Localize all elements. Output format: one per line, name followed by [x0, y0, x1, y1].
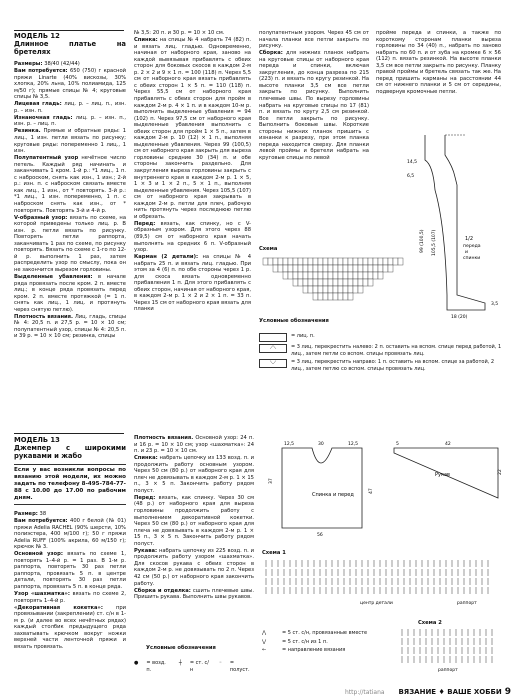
schema1-title: Схема 1: [262, 550, 286, 556]
m12c2-paragraph: Карман (2 детали): на спицы № 4 набрать 25 п. и вязать лиц. гладью. При этом за 4 (6) п. по обе стороны через 1 р. для скоса вязать одновременно прибавления 1 п. Для этого прибавлять с обеих сторон, начиная от наборного края, в каждом 2-м р. 1 × 2 и 2 × 1 п. = 33 п. Через 15 см от наборного края вязать для планки: [134, 254, 251, 313]
chart-cell: [393, 258, 398, 265]
svg-text:18 (20): 18 (20): [451, 315, 468, 320]
chart-cell: [278, 265, 283, 272]
chart-cell: [313, 293, 318, 300]
chart-cell: [303, 258, 308, 265]
chart-cell: [333, 272, 338, 279]
svg-text:раппорт: раппорт: [438, 668, 458, 673]
chart-cell: [353, 286, 358, 293]
chart-cell: [338, 258, 343, 265]
chart-cell: [288, 265, 293, 272]
model12-column-4: [376, 30, 501, 96]
chart-cell: [368, 265, 373, 272]
chain-symbol: ●: [134, 660, 139, 666]
chart-cell: [283, 258, 288, 265]
chart-cell: [323, 272, 328, 279]
m12c1-paragraph: Размеры: 38/40 (42/44): [14, 61, 80, 67]
svg-text:Рукав: Рукав: [435, 472, 451, 478]
chart-cell: [283, 265, 288, 272]
svg-text:37: 37: [269, 478, 274, 484]
model13-subtitle: Джемпер с широкими рукавами и жабо: [14, 444, 126, 460]
chart-cell: [373, 258, 378, 265]
chart-cell: [358, 272, 363, 279]
chart-cell: [328, 279, 333, 286]
m13c1-paragraph: Основной узор: вязать по схеме 1, повторять 1–4-й р. = 1 раз. В 1-м р. раппорта, повторять 30 раз петли раппорта, провязать 5 п. в центре детали, повторять 30 раз петли раппорта, провязать 5 п. в конце ряда.: [14, 551, 126, 591]
svg-text:12,5: 12,5: [348, 442, 359, 447]
m13c1-paragraph: Вам потребуется: 400 г белой (№ 01) пряжи Adelia RACHEL (90% шерсти, 10% полиэстера, 400 м/100 г); 50 г пряжи Adelia RUFF (100% акрила, 60 м/150 г); крючок № 3.: [14, 518, 126, 551]
chart-cell: [303, 279, 308, 286]
model12-column-3: [259, 30, 369, 162]
crochet-chart-2: [398, 625, 504, 673]
m12c3-paragraph: полупатентным узором. Через 45 см от начала планки все петли закрыть по рисунку.: [259, 30, 369, 50]
chart-cell: [338, 265, 343, 272]
section-rule: [14, 433, 124, 434]
chart-cell: [348, 279, 353, 286]
schema2-title: Схема 2: [418, 620, 442, 626]
chart-cell: [323, 279, 328, 286]
chart-cell: [318, 258, 323, 265]
svg-text:спинки: спинки: [463, 256, 481, 261]
chart-cell: [328, 272, 333, 279]
chart-cell: [308, 279, 313, 286]
chart-cell: [378, 265, 383, 272]
svg-text:105,5 (107): 105,5 (107): [432, 229, 437, 256]
chart-cell: [348, 265, 353, 272]
svg-text:30: 30: [318, 442, 324, 447]
knit-symbol: [259, 333, 287, 342]
chart-cell: [313, 258, 318, 265]
arrow-icon: ←: [262, 647, 267, 653]
m12c1-paragraph: Плотность вязания. Лиц. гладь, спицы № 4: 20,5 п. и 27,5 р. = 10 × 10 см; полупатентный узор, спицы № 4: 20,5 п. и 39 р. = 10 × 10 см; резинка, спицы: [14, 313, 126, 340]
chart-cell: [343, 293, 348, 300]
chart-cell: [348, 293, 353, 300]
model13-legend: ● = возд. п. ┼ = ст. с/н ◦ = полуст.: [134, 660, 250, 673]
chart-cell: [383, 258, 388, 265]
chart-cell: [298, 272, 303, 279]
chart-cell: [288, 272, 293, 279]
chart-cell: [328, 286, 333, 293]
chart-cell: [353, 279, 358, 286]
chart-cell: [293, 272, 298, 279]
chart-cell: [363, 279, 368, 286]
m13c2-paragraph: Спинка: набрать цепочку из 133 возд. п. и продолжить работу основным узором. Через 50 см (80 р.) от наборного края для плеч не довязывать в каждом 2-м р. 1 × 15 п., 3 × 5 п. Закончить работу рядом полуст.: [134, 455, 254, 494]
chart-cell: [338, 293, 343, 300]
chart-cell: [318, 272, 323, 279]
m12c1-paragraph: Изнаночная гладь: лиц. р. – изн. п., изн. р. – лиц. п.: [14, 114, 126, 128]
slip-symbol: ◦: [218, 660, 222, 666]
chart-cell: [368, 258, 373, 265]
chart-cell: [318, 279, 323, 286]
chart-cell: [333, 258, 338, 265]
chart-cell: [318, 293, 323, 300]
chart-cell: [308, 265, 313, 272]
v-pattern-chart: [259, 256, 407, 306]
m13c1-paragraph: Узор «шахматка»: вязать по схеме 2, повторять 1–4-й р.: [14, 591, 127, 604]
svg-text:раппорт: раппорт: [457, 601, 477, 606]
chart-cell: [298, 279, 303, 286]
chart-cell: [263, 258, 268, 265]
chart-cell: [318, 265, 323, 272]
chart-cell: [378, 272, 383, 279]
chart-cell: [293, 279, 298, 286]
dc-fan-symbol: ⋁: [262, 638, 267, 645]
watermark-url: http://tatiana: [345, 689, 385, 696]
chart-cell: [338, 272, 343, 279]
chart-cell: [368, 272, 373, 279]
model12-title: МОДЕЛЬ 12: [14, 32, 60, 40]
model13-legend-2: ⋀ = 5 ст. с/н, провязанные вместе ⋁ = 5 ст. с/н из 1 п. ← = направление вязания: [262, 630, 368, 653]
legend-cross-left: ⟋⟍ = 3 лиц. перекрестить налево: 2 п. оставить на вспом. спице перед работой, 1 лиц., затем петли со вспом. спицы провязать лиц.: [259, 344, 504, 357]
chart-cell: [338, 286, 343, 293]
chart-cell: [313, 286, 318, 293]
chart-cell: [298, 265, 303, 272]
chart-cell: [348, 286, 353, 293]
m13c2-paragraph: Рукава: набрать цепочку из 225 возд. п. и продолжить работу узором «шахматка». Для скосов рукава с обеих сторон в каждом 2-м р. не довязывать по 2 п. Через 42 см (50 р.) от наборного края закончить работу.: [134, 547, 254, 587]
model13-column-1: [14, 436, 126, 651]
chart-cell: [398, 258, 403, 265]
chart-cell: [313, 265, 318, 272]
m13c2-paragraph: Плотность вязания. Основной узор: 24 п. и 16 р. = 10 × 10 см; узор «шахматка»: 24 п. и 23 р. = 10 × 10 см.: [134, 435, 254, 455]
chart-cell: [358, 286, 363, 293]
svg-text:центр детали: центр детали: [360, 601, 393, 606]
page-footer: ВЯЗАНИЕ ♦ ВАШЕ ХОББИ 9: [398, 687, 511, 697]
cross-right-symbol: ⟍⟋: [259, 359, 287, 368]
sleeve-schematic: [390, 438, 505, 508]
chart-cell: [358, 265, 363, 272]
chart-cell: [383, 265, 388, 272]
model12-subtitle: Длинное платье на бретелях: [14, 40, 126, 56]
chart-cell: [388, 258, 393, 265]
chart-cell: [323, 258, 328, 265]
legend-title: Условные обозначения: [259, 318, 329, 324]
chart-cell: [378, 258, 383, 265]
chart-cell: [333, 279, 338, 286]
chart-cell: [388, 265, 393, 272]
chart-cell: [363, 265, 368, 272]
svg-text:22: 22: [498, 469, 503, 475]
chart-cell: [268, 258, 273, 265]
chart-cell: [363, 258, 368, 265]
dc-together-symbol: ⋀: [262, 630, 267, 636]
chart-cell: [313, 279, 318, 286]
schema-title: Схема: [259, 246, 278, 252]
chart-cell: [363, 272, 368, 279]
m13c2-paragraph: Сборка и отделка: сшить плечевые швы. Пришить рукава. Выполнить швы рукавов.: [134, 587, 254, 601]
m12c4-paragraph: пройме переда и спинки, а также по короткому сторонам планки выреза горловины по 34 (40) п., набрать по заново набрать по 60 п. и от зуба на кромке 6 × 56 (112) п. вязать резинкой. На высоте планки 3,5 см все петли закрыть по рисунку. Планку правой проймы и бретель связать так же. На перед пришить карманы на расстоянии 44 см от нижнего планки и 5 см от середины, подвернув кромочные петли.: [376, 30, 501, 95]
m12c1-paragraph: V-образный узор: вязать по схеме, на которой приведены только лиц. р. В изн. р. петли вязать по рисунку. Повторять петли раппорта, заканчивать 1 раз по схеме, по рисунку повторять. Вязать по схеме с 1-го по 12-й р. выполнить 1 раз, затем распределить узор по смыслу, пока он не закончится вырезом горловины.: [14, 214, 126, 273]
svg-text:14,5: 14,5: [407, 160, 418, 165]
chart-cell: [308, 272, 313, 279]
chart-cell: [308, 258, 313, 265]
dc-symbol: ┼: [178, 660, 182, 666]
chart-cell: [343, 272, 348, 279]
cross-left-symbol: ⟋⟍: [259, 344, 287, 353]
chart-cell: [303, 286, 308, 293]
svg-text:99 (100,5): 99 (100,5): [420, 229, 425, 253]
m12c1-paragraph: Резинка. Прямые и обратные ряды: 1 лиц., 1 изн. петли вязать по рисунку; круговые ряды: попеременно 1 лиц., 1 изн.: [14, 128, 126, 155]
dress-schematic: [405, 125, 505, 325]
legend-cross-right: ⟍⟋ = 3 лиц. перекрестить направо: 1 п. оставить на вспом. спице за работой, 2 лиц., затем петлю со вспом. спицы провязать лиц.: [259, 359, 504, 372]
model12-legend: [259, 333, 504, 374]
chart-cell: [353, 265, 358, 272]
chart-cell: [303, 272, 308, 279]
chart-cell: [273, 258, 278, 265]
chart-cell: [373, 265, 378, 272]
chart-cell: [328, 293, 333, 300]
chart-cell: [343, 258, 348, 265]
chart-cell: [343, 265, 348, 272]
model13-legend-title: Условные обозначения: [146, 645, 216, 651]
chart-cell: [353, 272, 358, 279]
m13c1-paragraph: «Декоративная кокетка»: при провязывании (закреплении) ст. с/н в 1-м р. (и далее во всех нечётных рядах) каждый столбик предыдущего ряда захватывать крючком вокруг ножки верхней части ленточной пряжи и вязать провязать.: [14, 604, 126, 650]
m12c3-paragraph: Сборка: для нижних планок набрать на круговые спицы от наборного края переда и спинки, включая закругления, до конца разреза по 215 (223) п. и вязать по кругу резинкой. На высоте планки 3,5 см все петли закрыть по рисунку. Выполнить плечевые швы. По вырезу горловины набрать на круговые спицы по 17 (81) п. и вязать по кругу 2,5 см резинкой. Все петли закрыть по рисунку. Выполнить боковые швы. Короткие стороны нижних планок пришить с изнанки к разрезу, при этом планка переда находится сверху. Для планки левой проймы и бретели набрать на круговые спицы по левой: [259, 50, 369, 161]
chart-cell: [338, 279, 343, 286]
chart-cell: [273, 265, 278, 272]
chart-cell: [343, 279, 348, 286]
chart-cell: [333, 265, 338, 272]
svg-text:12,5: 12,5: [284, 442, 295, 447]
chart-cell: [328, 258, 333, 265]
chart-cell: [323, 293, 328, 300]
chart-cell: [298, 258, 303, 265]
svg-text:5: 5: [396, 442, 399, 447]
chart-cell: [348, 258, 353, 265]
chart-cell: [343, 286, 348, 293]
m12c2-paragraph: Перед: вязать, как спинку, но с V-образным узором. Для этого через 88 (89,5) см от наборного края начать выполнять на средних 6 п. V-образный узор.: [134, 220, 251, 254]
chart-cell: [308, 286, 313, 293]
chart-cell: [303, 265, 308, 272]
chart-cell: [358, 258, 363, 265]
jumper-schematic: [262, 438, 382, 538]
chart-cell: [358, 279, 363, 286]
chart-cell: [288, 258, 293, 265]
model13-column-2: [134, 435, 254, 601]
chart-cell: [353, 258, 358, 265]
page-number: 9: [504, 687, 511, 697]
crochet-chart-1: [262, 556, 504, 606]
chart-cell: [348, 272, 353, 279]
m12c1-paragraph: Полупатентный узор нечётное число петель. Каждый ряд начинать и заканчивать 1 кром. 1-й р.: *1 лиц., 1 п. с наброском, снять как изн., 1 изн.; 2-й р.: изн. п. с наброском связать вместе как лиц., 1 изн., от * повторять. 3-й р.: *1 лиц., 1 изн. попеременно, 1 п. с наброском снять как изн., от * повторять. Повторять 3-й и 4-й р.: [14, 155, 126, 214]
chart-cell: [328, 265, 333, 272]
svg-text:56: 56: [317, 533, 323, 538]
svg-text:переда: переда: [463, 244, 481, 249]
svg-text:47: 47: [369, 488, 374, 494]
svg-text:42: 42: [445, 442, 451, 447]
m12c1-paragraph: Лицевая гладь: лиц. р. – лиц. п., изн. р. – изн. п.: [14, 101, 126, 114]
m12c1-paragraph: Выделенные убавления: в начале ряда провязать после кром. 2 п. вместе лиц.; в конце ряда провязать перед кром. 2 п. вместе протяжкой (= 1 п. снять как лиц., 1 лиц. и протянуть через снятую петлю).: [14, 274, 126, 313]
legend-knit: = лиц. п.: [259, 333, 504, 342]
pattern-label: 1/2: [465, 236, 474, 242]
chart-cell: [283, 272, 288, 279]
svg-text:6,5: 6,5: [407, 174, 415, 179]
m13c1-paragraph: Размер: 38: [14, 511, 47, 517]
model12-column-2: [134, 30, 251, 314]
svg-text:и: и: [465, 250, 468, 255]
chart-cell: [323, 286, 328, 293]
chart-cell: [293, 265, 298, 272]
chart-cell: [333, 286, 338, 293]
m12c1-paragraph: Вам потребуется: 650 (750) г красной пряжи Linarte (40% вискозы, 30% хлопка, 20% льна, 10% полиамида, 125 м/50 г); прямые спицы № 4; круговые спицы № 3,5.: [14, 68, 126, 101]
chart-cell: [313, 272, 318, 279]
chart-cell: [368, 279, 373, 286]
m12c2-paragraph: Спинка: на спицы № 4 набрать 74 (82) п. и вязать лиц. гладью. Одновременно, начиная от наборного края, заново на каждой вывязывая прибавлять с обеих сторон для боковых скосов в каждом 2-м р. 2 × 2 и 9 × 1 п. = 100 (118) п. Через 5,5 см от наборного края вязать прибавлять с обеих сторон 1 × 5 п. = 110 (118) п. Через 55,5 см от наборного края прибавлять с обеих сторон для пройм в каждом 2-м р. 4 × 1 п. и в каждом 10-м р. выполнить выделенные убавления = 94 (102) п. Через 97,5 см от наборного края выделенные убавления выполнить с обеих сторон для пройм 1 × 5 п., затем в каждом 2-м р. 10 (12) × 1 п., выполняя выделенные убавления. Через 99 (100,5) см от наборного края закрыть для выреза горловины средние 30 (34) п. и обе стороны закончить раздельно. Для закругления выреза горловины закрыть с внутреннего края в каждом 2-м р. 1 × 5, 1 × 3 и 1 × 2 п., 5 × 1 п., выполняя выделенные убавления. Через 105,5 (107) см от наборного края закрывать в каждом 2-м р. петли для плеч, рабочую нить протянуть через последнюю петлю и обрезать.: [134, 37, 251, 220]
chart-cell: [278, 258, 283, 265]
svg-text:3,5: 3,5: [491, 302, 499, 307]
back-label: Спинка и перед: [312, 492, 354, 498]
chart-cell: [333, 293, 338, 300]
chart-cell: [293, 258, 298, 265]
phone-callout: Если у вас возникли вопросы по вязанию этой модели, их можно задать по телефону 8-495-784-77-88 с 10.00 до 17.00 по рабочим дням.: [14, 464, 126, 505]
model12-column-1: [14, 32, 126, 340]
chart-cell: [318, 286, 323, 293]
chart-cell: [373, 272, 378, 279]
m12c2-paragraph: № 3,5: 20 п. и 30 р. = 10 × 10 см.: [134, 30, 225, 36]
m13c2-paragraph: Перед: вязать, как спинку. Через 30 см (48 р.) от наборного края для выреза горловины продолжить работу с выполнением декоративной кокетки. Через 50 см (80 р.) от наборного края для плеча не довязывать в каждом 2-м р. 1 × 15 п., 3 × 5 п. Закончить работу рядом полуст.: [134, 494, 254, 547]
chart-cell: [323, 265, 328, 272]
model13-title: МОДЕЛЬ 13: [14, 436, 60, 444]
top-rule: [14, 30, 124, 31]
